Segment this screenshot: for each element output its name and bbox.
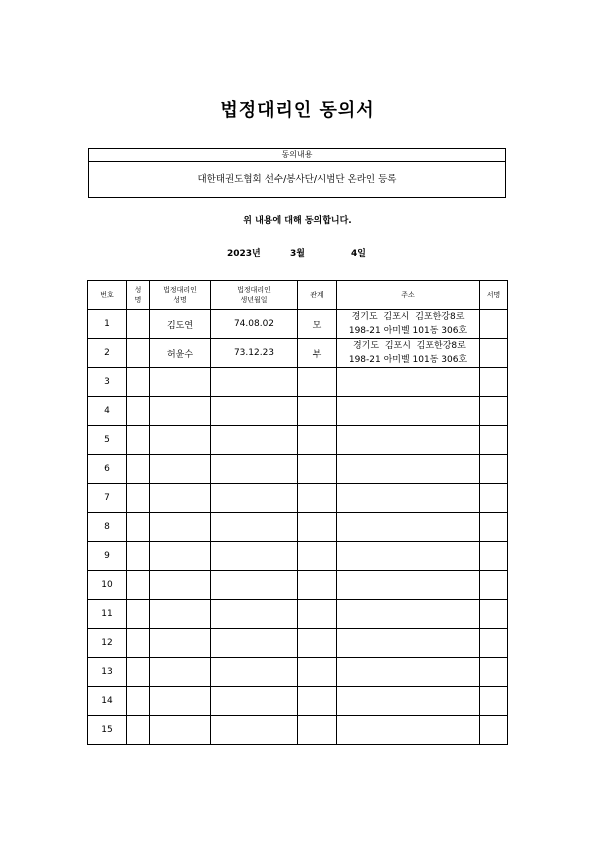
row-relation (298, 542, 337, 571)
row-relation (298, 397, 337, 426)
row-guardian-birth (211, 687, 298, 716)
document-title: 법정대리인 동의서 (220, 100, 375, 121)
table-row (88, 571, 508, 600)
row-number: 4 (88, 397, 127, 426)
consent-box (88, 148, 506, 198)
row-guardian-birth: 74.08.02 (211, 310, 298, 339)
table-row (88, 397, 508, 426)
row-relation: 모 (298, 310, 337, 339)
row-guardian-name (150, 397, 211, 426)
header-guardian-name-line2: 성명 (173, 296, 187, 304)
row-signature-col (127, 513, 150, 542)
table-row (88, 542, 508, 571)
row-signature-col (127, 397, 150, 426)
row-guardian-birth (211, 629, 298, 658)
row-address (337, 339, 480, 368)
date-month: 3월 (290, 249, 305, 259)
row-guardian-birth (211, 426, 298, 455)
row-guardian-name (150, 571, 211, 600)
row-number: 8 (88, 513, 127, 542)
row-signature-col (127, 542, 150, 571)
table-row (88, 600, 508, 629)
row-sign (480, 339, 508, 368)
row-sign (480, 310, 508, 339)
row-number: 9 (88, 542, 127, 571)
row-guardian-name (150, 513, 211, 542)
row-address (337, 600, 480, 629)
row-sign (480, 368, 508, 397)
row-signature-col (127, 600, 150, 629)
row-guardian-birth (211, 397, 298, 426)
header-number: 번호 (88, 281, 127, 310)
table-header-row (88, 281, 508, 310)
row-guardian-birth (211, 513, 298, 542)
row-relation (298, 368, 337, 397)
row-signature-col (127, 571, 150, 600)
row-sign (480, 658, 508, 687)
row-relation (298, 687, 337, 716)
row-number: 11 (88, 600, 127, 629)
row-guardian-name (150, 426, 211, 455)
row-address (337, 397, 480, 426)
row-signature-col (127, 426, 150, 455)
row-signature-col (127, 629, 150, 658)
header-signature-col-line1: 성 (134, 286, 142, 294)
row-number: 14 (88, 687, 127, 716)
row-number: 13 (88, 658, 127, 687)
row-guardian-name (150, 455, 211, 484)
row-signature-col (127, 716, 150, 745)
row-sign (480, 397, 508, 426)
table-row (88, 687, 508, 716)
consent-body: 대한태권도협회 선수/봉사단/시범단 온라인 등록 (197, 174, 397, 185)
row-address (337, 629, 480, 658)
table-row (88, 513, 508, 542)
row-relation (298, 571, 337, 600)
row-address (337, 658, 480, 687)
row-address (337, 687, 480, 716)
row-signature-col (127, 368, 150, 397)
row-address (337, 542, 480, 571)
row-guardian-name (150, 716, 211, 745)
row-sign (480, 542, 508, 571)
row-sign (480, 426, 508, 455)
header-address: 주소 (337, 281, 480, 310)
row-signature-col (127, 310, 150, 339)
header-signature-col (127, 281, 150, 310)
guardian-table (87, 280, 508, 745)
row-guardian-name (150, 368, 211, 397)
row-address (337, 513, 480, 542)
row-guardian-birth (211, 542, 298, 571)
header-guardian-birth (211, 281, 298, 310)
table-row (88, 716, 508, 745)
row-number: 1 (88, 310, 127, 339)
table-row (88, 310, 508, 339)
row-number: 5 (88, 426, 127, 455)
table-row (88, 426, 508, 455)
header-relation: 관계 (298, 281, 337, 310)
row-relation (298, 484, 337, 513)
row-guardian-birth (211, 716, 298, 745)
row-guardian-birth (211, 368, 298, 397)
row-address (337, 368, 480, 397)
row-guardian-name: 김도연 (150, 310, 211, 339)
row-signature-col (127, 484, 150, 513)
row-number: 3 (88, 368, 127, 397)
row-signature-col (127, 455, 150, 484)
row-sign (480, 629, 508, 658)
address-line-1: 경기도 김포시 김포한강8로 (351, 312, 465, 322)
row-guardian-name (150, 542, 211, 571)
table-row (88, 629, 508, 658)
row-signature-col (127, 687, 150, 716)
row-relation (298, 629, 337, 658)
row-signature-col (127, 658, 150, 687)
row-sign (480, 513, 508, 542)
row-number: 12 (88, 629, 127, 658)
row-number: 6 (88, 455, 127, 484)
date-day: 4일 (351, 249, 366, 259)
row-sign (480, 571, 508, 600)
row-guardian-name (150, 629, 211, 658)
row-address (337, 455, 480, 484)
row-address (337, 426, 480, 455)
row-guardian-name (150, 484, 211, 513)
row-relation (298, 716, 337, 745)
table-row (88, 339, 508, 368)
row-address (337, 310, 480, 339)
address-line-2: 198-21 아미벨 101동 306호 (348, 355, 468, 365)
row-guardian-name (150, 600, 211, 629)
row-sign (480, 687, 508, 716)
table-row (88, 368, 508, 397)
row-relation (298, 600, 337, 629)
address-line-1: 경기도 김포시 김포한강8로 (350, 341, 466, 351)
row-guardian-birth (211, 455, 298, 484)
row-address (337, 571, 480, 600)
row-relation (298, 513, 337, 542)
header-signature-col-line2: 명 (134, 296, 142, 304)
row-guardian-name (150, 687, 211, 716)
row-relation: 부 (298, 339, 337, 368)
table-row (88, 484, 508, 513)
row-number: 10 (88, 571, 127, 600)
row-relation (298, 426, 337, 455)
row-guardian-birth (211, 600, 298, 629)
date-year: 2023년 (227, 249, 261, 259)
row-number: 7 (88, 484, 127, 513)
table-row (88, 658, 508, 687)
row-relation (298, 658, 337, 687)
row-guardian-name: 허윤수 (150, 339, 211, 368)
row-relation (298, 455, 337, 484)
agreement-statement: 위 내용에 대해 동의합니다. (243, 216, 352, 226)
table-row (88, 455, 508, 484)
row-number: 15 (88, 716, 127, 745)
header-guardian-name-line1: 법정대리인 (163, 286, 197, 294)
table-body (88, 310, 508, 745)
address-line-2: 198-21 아미벨 101동 306호 (348, 326, 468, 336)
consent-header: 동의내용 (89, 149, 505, 162)
row-sign (480, 716, 508, 745)
row-guardian-birth (211, 571, 298, 600)
row-guardian-name (150, 658, 211, 687)
row-sign (480, 600, 508, 629)
row-number: 2 (88, 339, 127, 368)
header-sign: 서명 (480, 281, 508, 310)
row-address (337, 716, 480, 745)
row-signature-col (127, 339, 150, 368)
row-sign (480, 484, 508, 513)
header-guardian-birth-line1: 법정대리인 (237, 286, 271, 294)
row-address (337, 484, 480, 513)
row-guardian-birth (211, 658, 298, 687)
row-guardian-birth: 73.12.23 (211, 339, 298, 368)
row-sign (480, 455, 508, 484)
header-guardian-name (150, 281, 211, 310)
header-guardian-birth-line2: 생년월일 (240, 296, 268, 304)
row-guardian-birth (211, 484, 298, 513)
